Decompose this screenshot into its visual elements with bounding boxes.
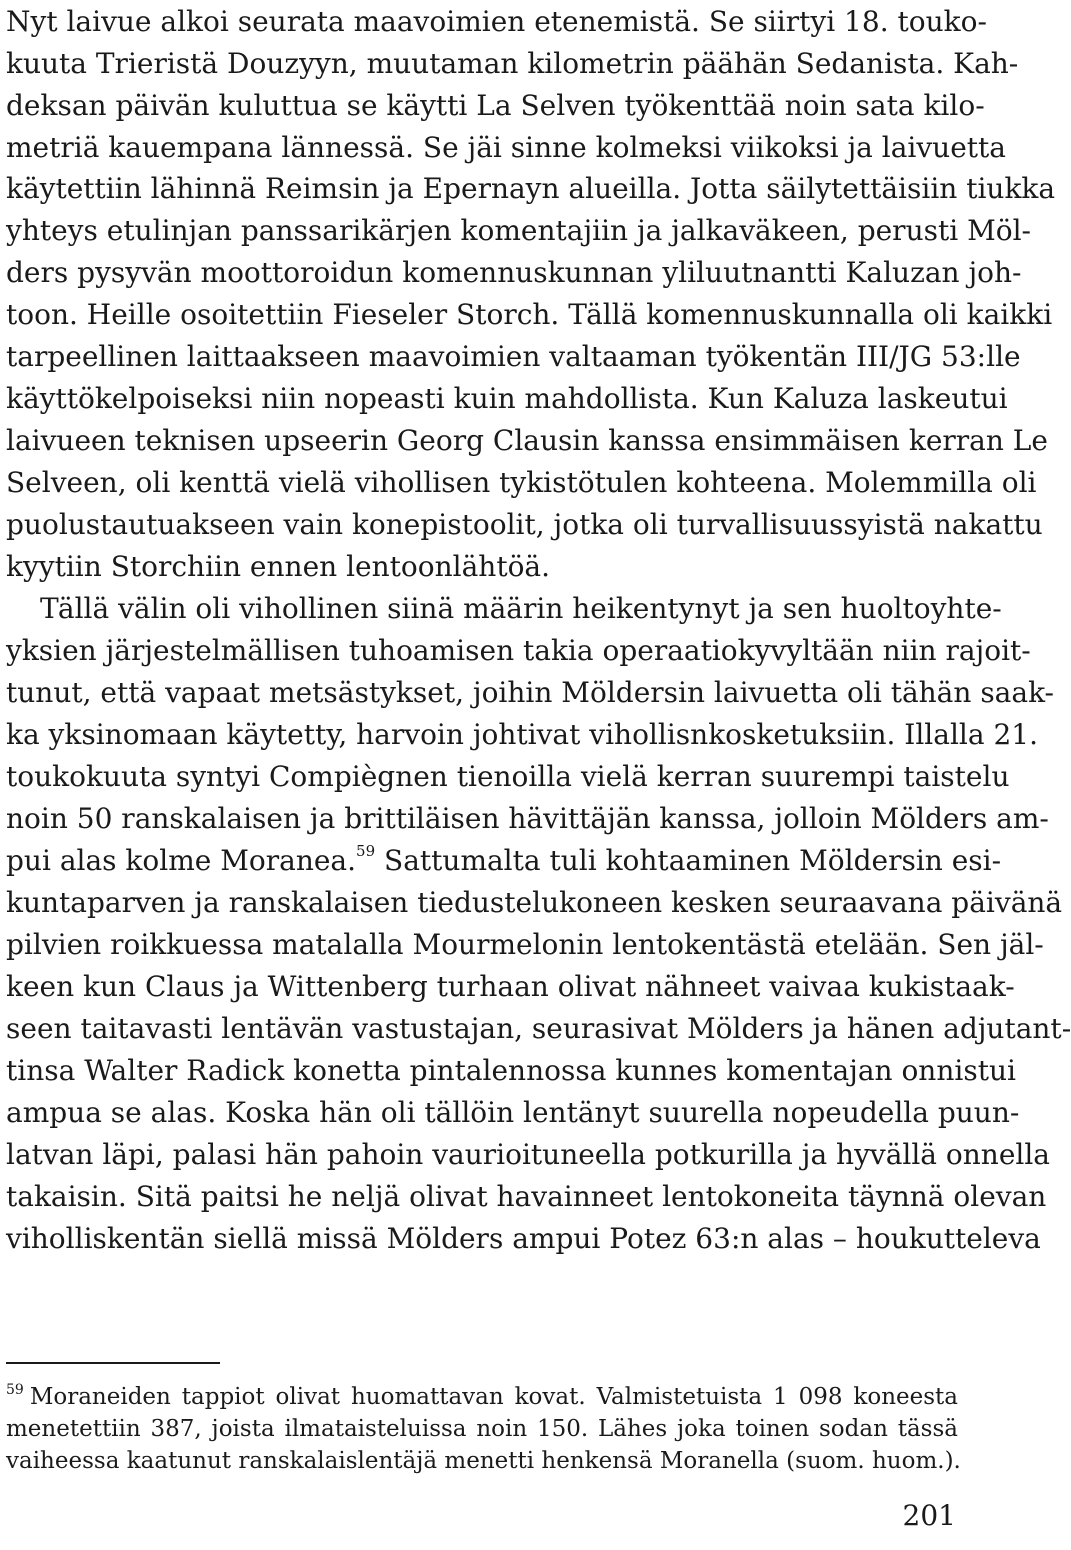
text-line: käytettiin lähinnä Reimsin ja Epernayn alueilla. Jotta säilytettäisiin tiukka (6, 172, 1056, 205)
footnote-text: Moraneiden tappiot olivat huomattavan kovat. Valmistetuista 1 098 koneesta (29, 1384, 958, 1410)
text-line: viholliskentän siellä missä Mölders ampui Potez 63:n alas – houkutteleva (6, 1222, 1041, 1255)
text-line: Nyt laivue alkoi seurata maavoimien etenemistä. Se siirtyi 18. touko- (6, 5, 987, 38)
text-line: metriä kauempana lännessä. Se jäi sinne kolmeksi viikoksi ja laivuetta (6, 131, 1006, 164)
text-line: keen kun Claus ja Wittenberg turhaan olivat nähneet vaivaa kukistaak- (6, 970, 1015, 1003)
text-line: kyytiin Storchiin ennen lentoonlähtöä. (6, 550, 551, 583)
text-line: kuntaparven ja ranskalaisen tiedustelukoneen kesken seuraavana päivänä (6, 886, 1063, 919)
book-page (6, 0, 1071, 1550)
text-line: toon. Heille osoitettiin Fieseler Storch. Tällä komennuskunnalla oli kaikki (6, 298, 1053, 331)
text-line: pilvien roikkuessa matalalla Mourmelonin lentokentästä etelään. Sen jäl- (6, 928, 1044, 961)
text-line: tarpeellinen laittaakseen maavoimien valtaaman työkentän III/JG 53:lle (6, 340, 1021, 373)
footnote-reference[interactable]: 59 (356, 842, 376, 860)
text-line: deksan päivän kuluttua se käytti La Selven työkenttää noin sata kilo- (6, 89, 985, 122)
text-line: tunut, että vapaat metsästykset, joihin Möldersin laivuetta oli tähän saak- (6, 676, 1055, 709)
text-segment: pui alas kolme Moranea. (6, 844, 357, 877)
text-line: tinsa Walter Radick konetta pintalennossa kunnes komentajan onnistui (6, 1054, 1016, 1087)
text-line: Selveen, oli kenttä vielä vihollisen tykistötulen kohteena. Molemmilla oli (6, 466, 1037, 499)
footnote-number: 59 (6, 1382, 24, 1398)
text-line: seen taitavasti lentävän vastustajan, seurasivat Mölders ja hänen adjutant- (6, 1012, 1071, 1045)
footnote-line: vaiheessa kaatunut ranskalaislentäjä menetti henkensä Moranella (suom. huom.). (6, 1448, 961, 1474)
text-line: latvan läpi, palasi hän pahoin vaurioituneella potkurilla ja hyvällä onnella (6, 1138, 1050, 1171)
text-line: ampua se alas. Koska hän oli tällöin lentänyt suurella nopeudella puun- (6, 1096, 1020, 1129)
text-line: toukokuuta syntyi Compiègnen tienoilla vielä kerran suurempi taistelu (6, 760, 1010, 793)
text-line: laivueen teknisen upseerin Georg Clausin kanssa ensimmäisen kerran Le (6, 424, 1048, 457)
text-line: puolustautuakseen vain konepistoolit, jotka oli turvallisuussyistä nakattu (6, 508, 1043, 541)
text-line: käyttökelpoiseksi niin nopeasti kuin mahdollista. Kun Kaluza laskeutui (6, 382, 1008, 415)
text-line: yksien järjestelmällisen tuhoamisen takia operaatiokyvyltään niin rajoit- (6, 634, 1031, 667)
text-line: kuuta Trieristä Douzyyn, muutaman kilometrin päähän Sedanista. Kah- (6, 47, 1019, 80)
footnote-line: menetettiin 387, joista ilmataisteluissa noin 150. Lähes joka toinen sodan tässä (6, 1416, 958, 1442)
text-segment: Sattumalta tuli kohtaaminen Möldersin esi- (375, 844, 1002, 877)
text-line: ka yksinomaan käytetty, harvoin johtivat vihollisnkosketuksiin. Illalla 21. (6, 718, 1038, 751)
text-line: yhteys etulinjan panssarikärjen komentajiin ja jalkaväkeen, perusti Möl- (6, 214, 1032, 247)
footnote-line (6, 1382, 958, 1413)
text-line: ders pysyvän moottoroidun komennuskunnan yliluutnantti Kaluzan joh- (6, 256, 1022, 289)
footnote-divider (6, 1362, 220, 1364)
page-number: 201 (902, 1499, 956, 1532)
text-line: noin 50 ranskalaisen ja brittiläisen hävittäjän kanssa, jolloin Mölders am- (6, 802, 1049, 835)
text-line (6, 839, 1002, 882)
text-line: takaisin. Sitä paitsi he neljä olivat havainneet lentokoneita täynnä olevan (6, 1180, 1047, 1213)
text-line: Tällä välin oli vihollinen siinä määrin heikentynyt ja sen huoltoyhte- (40, 592, 1002, 625)
